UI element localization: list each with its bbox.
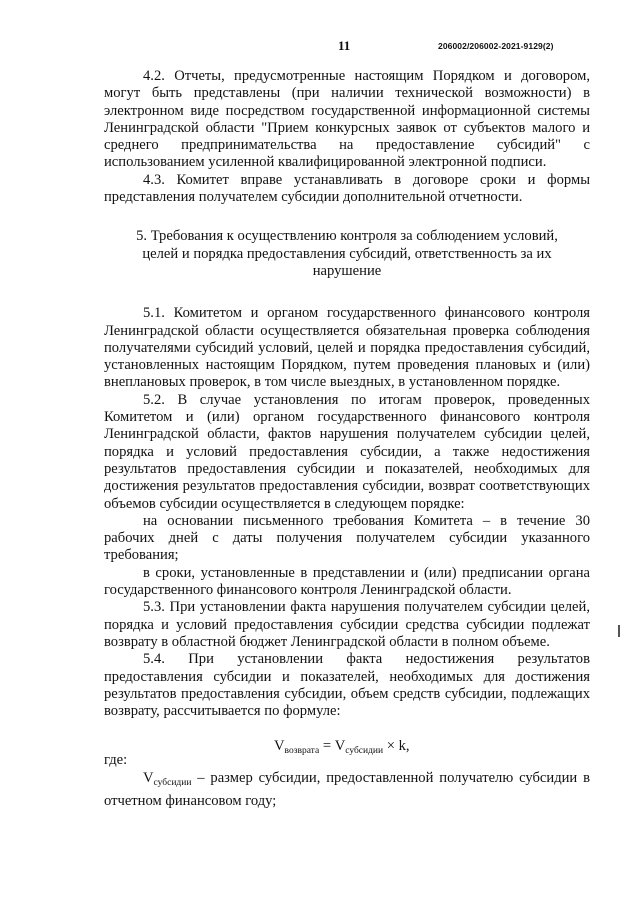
document-code: 206002/206002-2021-9129(2) bbox=[438, 41, 554, 51]
definition-symbol-subscript: субсидии bbox=[153, 778, 192, 789]
formula-block bbox=[104, 734, 590, 769]
where-label: где: bbox=[104, 752, 128, 769]
formula-lhs-subscript: возврата bbox=[284, 746, 320, 757]
definition-v-subsidy bbox=[104, 770, 594, 810]
paragraph-5-3: 5.3. При установлении факта нарушения получателем субсидии целей, порядка и условий предоставления субсидии средства субсидии подлежат возврату в областной бюджет Ленинградской области в полном объеме. bbox=[104, 599, 590, 650]
formula-lhs: V bbox=[274, 738, 285, 755]
paragraph-5-1: 5.1. Комитетом и органом государственного финансового контроля Ленинградской области осуществляется обязательная проверка соблюдения получателями субсидий условий, целей и порядка предоставления субсидий, установленных настоящим Порядком, путем проведения плановых и (или) внеплановых проверок, в том числе выездных, в установленном порядке. bbox=[104, 305, 590, 391]
page-number: 11 bbox=[338, 38, 351, 53]
formula-rhs-subscript: субсидии bbox=[345, 746, 384, 757]
refund-formula bbox=[274, 738, 410, 760]
paragraph-5-4: 5.4. При установлении факта недостижения результатов предоставления субсидии и показателей, необходимых для достижения результатов предоставления субсидии, объем средств субсидии, подлежащих возврату, рассчитывается по формуле: bbox=[104, 651, 590, 720]
formula-rhs: V bbox=[334, 738, 346, 755]
formula-equals: = bbox=[319, 738, 335, 755]
definition-text: – размер субсидии, предоставленной получателю субсидии в отчетном финансовом году; bbox=[104, 770, 594, 809]
margin-mark bbox=[618, 625, 620, 637]
section-5-heading: 5. Требования к осуществлению контроля за соблюдением условий, целей и порядка предоставления субсидий, ответственность за их нарушение bbox=[136, 228, 558, 279]
paragraph-5-2-item-b: в сроки, установленные в представлении и (или) предписании органа государственного финансового контроля Ленинградской области. bbox=[104, 564, 590, 599]
definition-symbol: V bbox=[143, 770, 154, 787]
paragraph-5-2: 5.2. В случае установления по итогам проверок, проведенных Комитетом и (или) органом государственного финансового контроля Ленинградской области, фактов нарушения получателем субсидии целей, порядка и условий предоставления субсидии, а также недостижения результатов предоставления субсидии и показателей, необходимых для достижения результатов предоставления субсидии, возврат соответствующих объемов субсидии осуществляется в следующем порядке: bbox=[104, 391, 590, 512]
paragraph-4-3: 4.3. Комитет вправе устанавливать в договоре сроки и формы представления получателем субсидии дополнительной отчетности. bbox=[104, 171, 590, 206]
paragraph-5-2-item-a: на основании письменного требования Комитета – в течение 30 рабочих дней с даты получения получателем субсидии указанного требования; bbox=[104, 512, 590, 564]
document-body bbox=[104, 68, 594, 810]
formula-tail: × k, bbox=[383, 738, 410, 755]
paragraph-4-2: 4.2. Отчеты, предусмотренные настоящим Порядком и договором, могут быть представлены (при наличии технической возможности) в электронном виде посредством государственной информационной системы Ленинградской области "Прием конкурсных заявок от субъектов малого и среднего предпринимательства на предоставление субсидий" с использованием усиленной квалифицированной электронной подписи. bbox=[104, 68, 590, 171]
